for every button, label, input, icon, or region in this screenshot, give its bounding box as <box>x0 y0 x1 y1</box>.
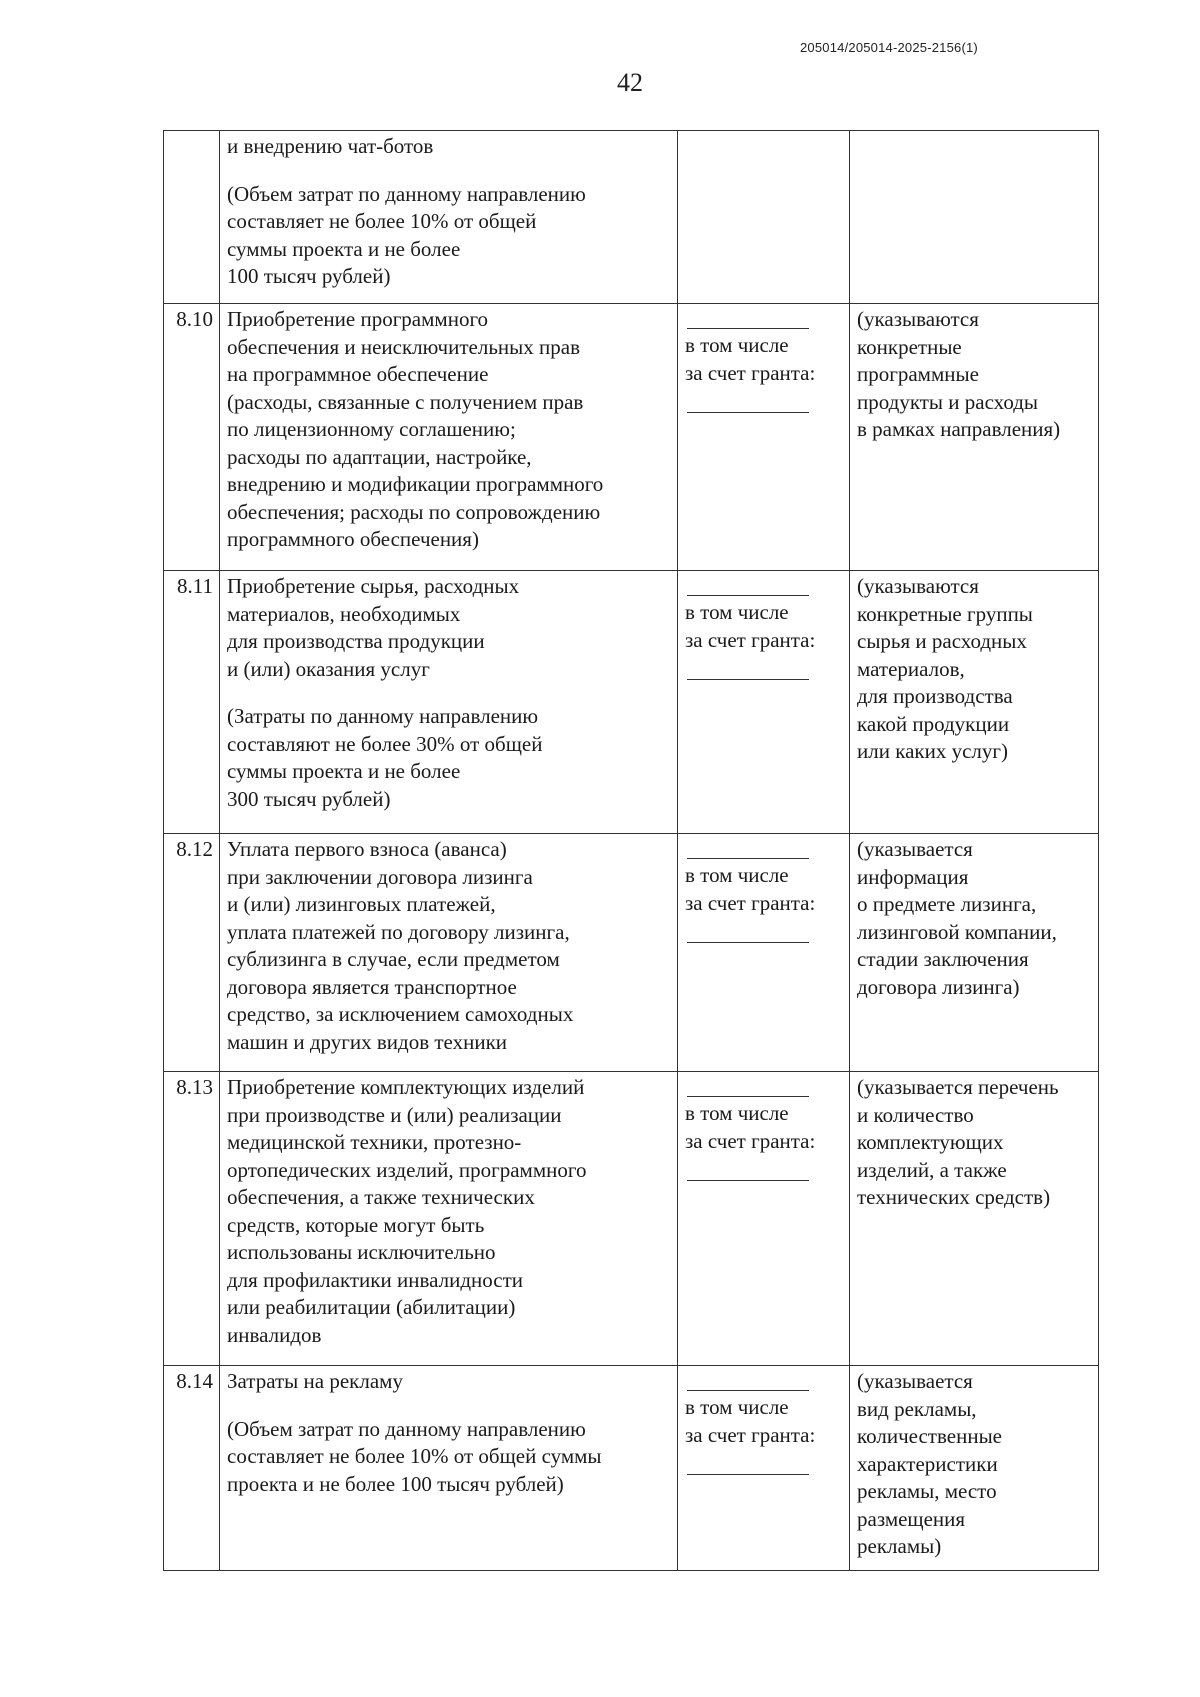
details-line: о предмете лизинга, <box>857 892 1037 916</box>
details-line: комплектующих <box>857 1130 1004 1154</box>
grant-label: за счет гранта: <box>685 360 816 385</box>
table-row <box>164 304 1099 571</box>
row-number-cell <box>164 834 220 1072</box>
note-line: составляет не более 10% от общей суммы <box>227 1444 602 1468</box>
table-row <box>164 1072 1099 1366</box>
row-number: 8.11 <box>177 574 213 598</box>
grant-label: в том числе <box>685 1395 789 1419</box>
amount-cell <box>678 1366 850 1571</box>
row-number-cell <box>164 1072 220 1366</box>
details-line: характеристики <box>857 1451 998 1476</box>
item-line: внедрению и модификации программного <box>227 472 604 496</box>
row-number: 8.10 <box>176 307 213 331</box>
document-id: 205014/205014-2025-2156(1) <box>800 40 978 55</box>
details-line: (указывается <box>857 1369 973 1393</box>
row-number-cell <box>164 304 220 571</box>
grant-label: в том числе <box>685 333 789 357</box>
details-line: изделий, а также <box>857 1157 1007 1182</box>
details-line: материалов, <box>857 656 965 681</box>
item-line: обеспечения и неисключительных прав <box>227 334 580 359</box>
details-line: какой продукции <box>857 711 1010 736</box>
details-line: вид рекламы, <box>857 1396 977 1421</box>
amount-grant-field[interactable] <box>687 657 809 680</box>
note-line: 100 тысяч рублей) <box>227 264 391 288</box>
note-line: суммы проекта и не более <box>227 759 461 783</box>
details-line: размещения <box>857 1506 966 1531</box>
item-line: Приобретение сырья, расходных <box>227 574 520 598</box>
grant-label: за счет гранта: <box>685 627 816 652</box>
amount-total-field[interactable] <box>687 573 809 596</box>
details-cell <box>850 834 1099 1072</box>
details-line: рекламы, место <box>857 1479 997 1503</box>
item-description-cell <box>220 1072 678 1366</box>
details-cell <box>850 304 1099 571</box>
details-line: информация <box>857 864 969 889</box>
item-description-cell <box>220 1366 678 1571</box>
amount-total-field[interactable] <box>687 1074 809 1097</box>
details-line: сырья и расходных <box>857 629 1027 653</box>
amount-grant-field[interactable] <box>687 390 809 413</box>
item-line: на программное обеспечение <box>227 362 489 386</box>
item-line: или реабилитации (абилитации) <box>227 1295 516 1319</box>
note-line: 300 тысяч рублей) <box>227 786 391 811</box>
details-cell <box>850 571 1099 834</box>
details-line: конкретные <box>857 334 962 359</box>
item-line: средств, которые могут быть <box>227 1212 485 1237</box>
details-line: количественные <box>857 1424 1003 1448</box>
details-cell <box>850 1072 1099 1366</box>
details-line: и количество <box>857 1102 974 1127</box>
details-line: лизинговой компании, <box>857 919 1057 944</box>
item-line: использованы исключительно <box>227 1240 496 1264</box>
amount-total-field[interactable] <box>687 306 809 329</box>
note-line: составляет не более 10% от общей <box>227 209 537 233</box>
grant-label: в том числе <box>685 600 789 624</box>
details-line: для производства <box>857 684 1013 708</box>
amount-total-field[interactable] <box>687 1368 809 1391</box>
item-line: при производстве и (или) реализации <box>227 1102 562 1127</box>
item-line: средство, за исключением самоходных <box>227 1002 574 1026</box>
row-number-cell <box>164 571 220 834</box>
item-line: машин и других видов техники <box>227 1029 508 1054</box>
amount-grant-field[interactable] <box>687 1452 809 1475</box>
amount-cell <box>678 1072 850 1366</box>
item-description-cell <box>220 834 678 1072</box>
item-line: программного обеспечения) <box>227 527 479 551</box>
item-line: Уплата первого взноса (аванса) <box>227 837 507 861</box>
item-line: по лицензионному соглашению; <box>227 417 516 441</box>
amount-cell <box>678 571 850 834</box>
row-number: 8.14 <box>176 1369 213 1393</box>
details-cell <box>850 131 1099 304</box>
details-cell <box>850 1366 1099 1571</box>
note-line: проекта и не более 100 тысяч рублей) <box>227 1471 564 1496</box>
table-row <box>164 571 1099 834</box>
row-number: 8.12 <box>176 837 213 861</box>
details-line: рекламы) <box>857 1534 942 1558</box>
amount-total-field[interactable] <box>687 836 809 859</box>
details-line: стадии заключения <box>857 947 1029 971</box>
details-line: (указывается <box>857 837 973 861</box>
details-line: технических средств) <box>857 1185 1051 1209</box>
item-line: для профилактики инвалидности <box>227 1267 524 1292</box>
item-line: Затраты на рекламу <box>227 1369 403 1393</box>
grant-label: в том числе <box>685 863 789 887</box>
item-line: обеспечения, а также технических <box>227 1185 535 1209</box>
item-line: материалов, необходимых <box>227 601 461 626</box>
details-line: или каких услуг) <box>857 739 1009 763</box>
item-description-cell <box>220 571 678 834</box>
item-line: уплата платежей по договору лизинга, <box>227 919 570 944</box>
item-line: и (или) оказания услуг <box>227 656 430 681</box>
item-line: договора является транспортное <box>227 974 517 999</box>
grant-label: за счет гранта: <box>685 1422 816 1447</box>
details-line: конкретные группы <box>857 601 1033 626</box>
table-row <box>164 834 1099 1072</box>
details-line: продукты и расходы <box>857 389 1039 414</box>
item-line: при заключении договора лизинга <box>227 864 533 889</box>
note-line: (Объем затрат по данному направлению <box>227 181 586 206</box>
amount-grant-field[interactable] <box>687 920 809 943</box>
item-line: медицинской техники, протезно- <box>227 1130 522 1154</box>
table-row-continued <box>164 131 1099 304</box>
amount-grant-field[interactable] <box>687 1158 809 1181</box>
item-description-cell <box>220 304 678 571</box>
item-line: обеспечения; расходы по сопровождению <box>227 499 601 524</box>
amount-cell <box>678 131 850 304</box>
amount-cell <box>678 304 850 571</box>
details-line: договора лизинга) <box>857 974 1020 999</box>
note-line: составляют не более 30% от общей <box>227 731 543 756</box>
item-description-cell <box>220 131 678 304</box>
item-line: и внедрению чат-ботов <box>227 134 434 158</box>
grant-label: за счет гранта: <box>685 890 816 915</box>
item-line: расходы по адаптации, настройке, <box>227 444 532 469</box>
note-line: суммы проекта и не более <box>227 236 461 261</box>
grant-label: в том числе <box>685 1101 789 1125</box>
item-line: инвалидов <box>227 1322 322 1347</box>
details-line: программные <box>857 362 979 386</box>
details-line: (указываются <box>857 574 979 598</box>
item-line: Приобретение программного <box>227 307 489 331</box>
row-number-cell <box>164 1366 220 1571</box>
item-line: для производства продукции <box>227 629 485 653</box>
details-line: (указывается перечень <box>857 1075 1059 1099</box>
table-row <box>164 1366 1099 1571</box>
row-number: 8.13 <box>176 1075 213 1099</box>
item-line: и (или) лизинговых платежей, <box>227 892 496 916</box>
item-line: (расходы, связанные с получением прав <box>227 389 584 414</box>
item-line: Приобретение комплектующих изделий <box>227 1075 585 1099</box>
amount-cell <box>678 834 850 1072</box>
note-line: (Затраты по данному направлению <box>227 704 539 728</box>
page-number: 42 <box>617 68 643 97</box>
item-line: ортопедических изделий, программного <box>227 1157 587 1182</box>
details-line: в рамках направления) <box>857 417 1061 441</box>
expense-table <box>163 130 1099 1571</box>
grant-label: за счет гранта: <box>685 1128 816 1153</box>
item-line: сублизинга в случае, если предметом <box>227 947 560 971</box>
details-line: (указываются <box>857 307 979 331</box>
note-line: (Объем затрат по данному направлению <box>227 1416 586 1441</box>
row-number-cell <box>164 131 220 304</box>
